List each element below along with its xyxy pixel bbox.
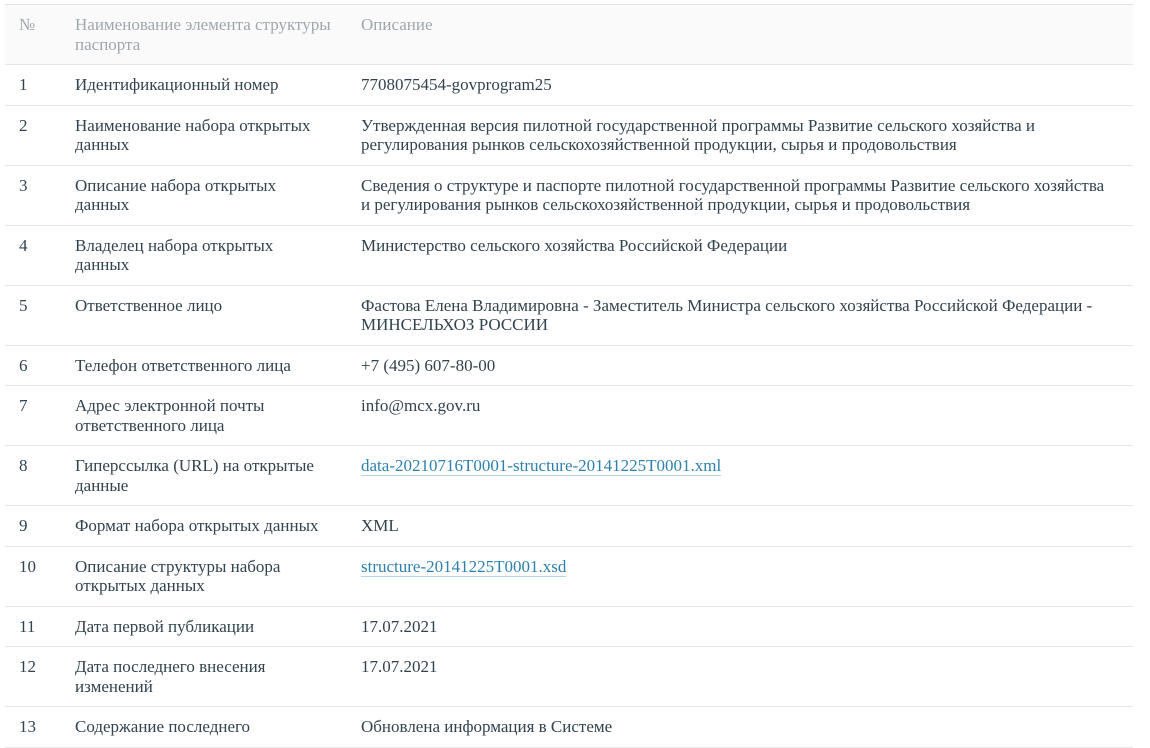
table-row: [5, 606, 1133, 647]
element-name-cell: Гиперссылка (URL) на открытые данные: [75, 446, 361, 506]
description-cell: [361, 546, 1133, 606]
element-name-cell: Дата первой публикации: [75, 606, 361, 647]
description-cell: +7 (495) 607-80-00: [361, 345, 1133, 386]
row-number-cell: 7: [5, 386, 75, 446]
table-row: [5, 386, 1133, 446]
row-number-cell: 1: [5, 65, 75, 106]
table-row: [5, 546, 1133, 606]
table-header-row: [5, 5, 1133, 65]
element-name-cell: Адрес электронной почты ответственного лица: [75, 386, 361, 446]
description-cell: info@mcx.gov.ru: [361, 386, 1133, 446]
row-number-cell: 13: [5, 707, 75, 748]
dataset-passport-table: [5, 5, 1133, 748]
file-link[interactable]: data-20210716T0001-structure-20141225T0001.xml: [361, 456, 722, 475]
element-name-cell: Содержание последнего: [75, 707, 361, 748]
table-body: [5, 65, 1133, 748]
column-header-description: Описание: [361, 5, 1133, 65]
description-cell: XML: [361, 506, 1133, 547]
table-row: [5, 647, 1133, 707]
description-cell: Министерство сельского хозяйства Российской Федерации: [361, 225, 1133, 285]
element-name-cell: Наименование набора открытых данных: [75, 105, 361, 165]
column-header-number: №: [5, 5, 75, 65]
description-cell: 7708075454-govprogram25: [361, 65, 1133, 106]
table-row: [5, 65, 1133, 106]
table-row: [5, 345, 1133, 386]
table-row: [5, 165, 1133, 225]
element-name-cell: Идентификационный номер: [75, 65, 361, 106]
table-header: [5, 5, 1133, 65]
row-number-cell: 2: [5, 105, 75, 165]
row-number-cell: 3: [5, 165, 75, 225]
column-header-element-name: Наименование элемента структуры паспорта: [75, 5, 361, 65]
table-row: [5, 285, 1133, 345]
row-number-cell: 4: [5, 225, 75, 285]
description-cell: 17.07.2021: [361, 647, 1133, 707]
table-row: [5, 105, 1133, 165]
description-cell: 17.07.2021: [361, 606, 1133, 647]
file-link[interactable]: structure-20141225T0001.xsd: [361, 556, 567, 576]
row-number-cell: 12: [5, 647, 75, 707]
row-number-cell: 5: [5, 285, 75, 345]
element-name-cell: Ответственное лицо: [75, 285, 361, 345]
description-cell: [361, 446, 1133, 506]
row-number-cell: 11: [5, 606, 75, 647]
dataset-passport-table-container: [5, 4, 1133, 748]
table-row: [5, 707, 1133, 748]
table-row: [5, 446, 1133, 506]
row-number-cell: 6: [5, 345, 75, 386]
element-name-cell: Дата последнего внесения изменений: [75, 647, 361, 707]
element-name-cell: Описание набора открытых данных: [75, 165, 361, 225]
element-name-cell: Телефон ответственного лица: [75, 345, 361, 386]
row-number-cell: 8: [5, 446, 75, 506]
element-name-cell: Описание структуры набора открытых данных: [75, 546, 361, 606]
row-number-cell: 10: [5, 546, 75, 606]
element-name-cell: Формат набора открытых данных: [75, 506, 361, 547]
element-name-cell: Владелец набора открытых данных: [75, 225, 361, 285]
table-row: [5, 225, 1133, 285]
description-cell: Фастова Елена Владимировна - Заместитель Министра сельского хозяйства Российской Федерации - МИНСЕЛЬХОЗ РОССИИ: [361, 285, 1133, 345]
description-cell: Сведения о структуре и паспорте пилотной государственной программы Развитие сельского хозяйства и регулирования рынков сельскохозяйственной продукции, сырья и продовольствия: [361, 165, 1133, 225]
description-cell: Обновлена информация в Системе: [361, 707, 1133, 748]
table-row: [5, 506, 1133, 547]
row-number-cell: 9: [5, 506, 75, 547]
description-cell: Утвержденная версия пилотной государственной программы Развитие сельского хозяйства и регулирования рынков сельскохозяйственной продукции, сырья и продовольствия: [361, 105, 1133, 165]
